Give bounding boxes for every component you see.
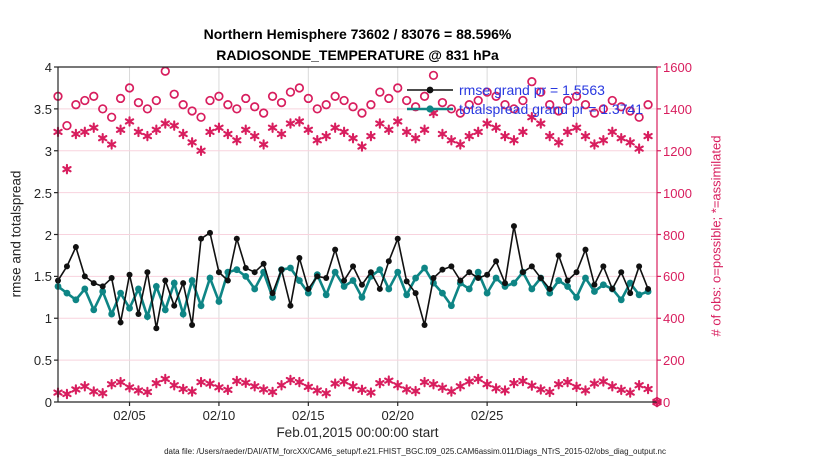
x-tick-label: 02/20	[381, 408, 414, 423]
y-tick-label-right: 600	[663, 269, 685, 285]
legend	[406, 80, 643, 118]
series-num_possible	[54, 67, 661, 405]
y-tick-label-left: 2.5	[33, 185, 52, 201]
y-tick-label-left: 0.5	[33, 353, 52, 369]
legend-label-totalspread: totalspread grand pr = 1.3741	[459, 100, 644, 117]
x-tick-label: 02/15	[292, 408, 325, 423]
chart-title-line1: Northern Hemisphere 73602 / 83076 = 88.596%	[203, 26, 512, 42]
y-tick-label-right: 0	[663, 395, 671, 410]
chart-title-line2: RADIOSONDE_TEMPERATURE @ 831 hPa	[216, 47, 499, 63]
y-tick-label-right: 1200	[663, 143, 692, 159]
y-tick-label-left: 1	[44, 311, 52, 327]
y-axis-label-left: rmse and totalspread	[8, 170, 24, 298]
y-tick-label-right: 1000	[663, 185, 692, 201]
legend-row-rmse	[406, 80, 643, 99]
y-tick-label-right: 1600	[663, 60, 692, 75]
y-gridlines	[58, 109, 657, 360]
data-file-path: data file: /Users/raeder/DAI/ATM_forcXX/CAM6_setup/f.e21.FHIST_BGC.f09_025.CAM6assim.011/Diags_NTrS_2015-02/obs_diag_output.nc	[164, 447, 666, 456]
y-tick-label-left: 3.5	[33, 101, 52, 117]
y-tick-label-right: 200	[663, 353, 685, 369]
y-tick-label-left: 0	[44, 395, 52, 410]
y-axis-label-right: # of obs: o=possible; *=assimilated	[708, 135, 724, 337]
y-tick-label-left: 1.5	[33, 269, 52, 285]
x-tick-label: 02/05	[113, 408, 146, 423]
legend-row-totalspread	[406, 99, 643, 118]
series-totalspread	[55, 265, 652, 320]
x-axis-label: Feb.01,2015 00:00:00 start	[276, 425, 439, 440]
x-tick-label: 02/25	[470, 408, 504, 423]
legend-label-rmse: rmse grand pr = 1.5563	[459, 81, 605, 98]
x-tick-label: 02/10	[202, 408, 236, 423]
series-num_assimilated	[54, 109, 660, 406]
legend-swatch-rmse-icon	[406, 85, 454, 95]
y-tick-label-right: 1400	[663, 101, 692, 117]
y-tick-label-left: 4	[44, 60, 52, 75]
legend-swatch-totalspread-icon	[406, 104, 454, 114]
y-tick-label-right: 400	[663, 311, 685, 327]
y-tick-label-left: 2	[44, 227, 52, 243]
y-tick-label-right: 800	[663, 227, 685, 243]
y-tick-label-left: 3	[44, 143, 52, 159]
